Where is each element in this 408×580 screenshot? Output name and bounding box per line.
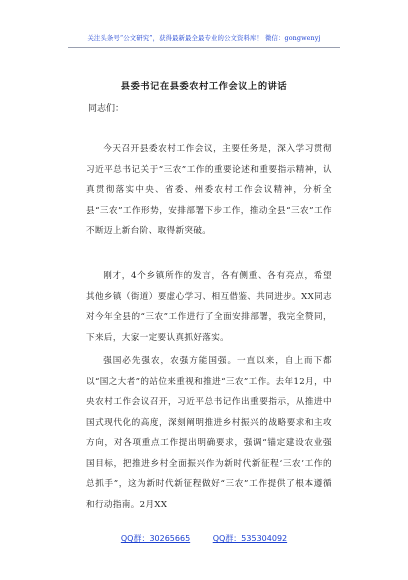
paragraph-2: 刚才，4个乡镇所作的发言，各有侧重、各有亮点，希望其他乡镇（街道）要虚心学习、相互借鉴、共同进步。XX同志对今年全县的“三农”工作进行了全面安排部署，我完全赞同，下来后，大家一定要认真抓好落实。 xyxy=(86,271,332,343)
header-notice: 关注头条号“公文研究”，获得最新最全最专业的公文资料库！ 微信：gongwenyj xyxy=(87,34,321,42)
footer xyxy=(0,533,408,544)
document-title: 县委书记在县委农村工作会议上的讲话 xyxy=(120,81,288,92)
salutation: 同志们： xyxy=(88,104,125,114)
paragraph-1: 今天召开县委农村工作会议，主要任务是，深入学习贯彻习近平总书记关于“三农”工作的重要论述和重要指示精神，认真贯彻落实中央、省委、州委农村工作会议精神，分析全县“三农”工作形势，安排部署下步工作，推动全县“三农”工作不断迈上新台阶、取得新突破。 xyxy=(86,144,332,236)
header-divider xyxy=(68,47,340,48)
qq-group-link-2[interactable]: QQ群：535304092 xyxy=(212,534,288,543)
qq-group-link-1[interactable]: QQ群：30265665 xyxy=(120,534,191,543)
paragraph-3: 强国必先强农，农强方能国强。一直以来，自上而下都以“国之大者”的站位来重视和推进“三农”工作。去年12月，中央农村工作会议召开，习近平总书记作出重要指示，从推进中国式现代化的高度，深刻阐明推进乡村振兴的战略要求和主攻方向，对各项重点工作提出明确要求，强调“锚定建设农业强国目标，把推进乡村全面振兴作为新时代新征程‘三农’工作的总抓手”，这为新时代新征程做好“三农”工作提供了根本遵循和行动指南。2月XX xyxy=(86,356,332,510)
